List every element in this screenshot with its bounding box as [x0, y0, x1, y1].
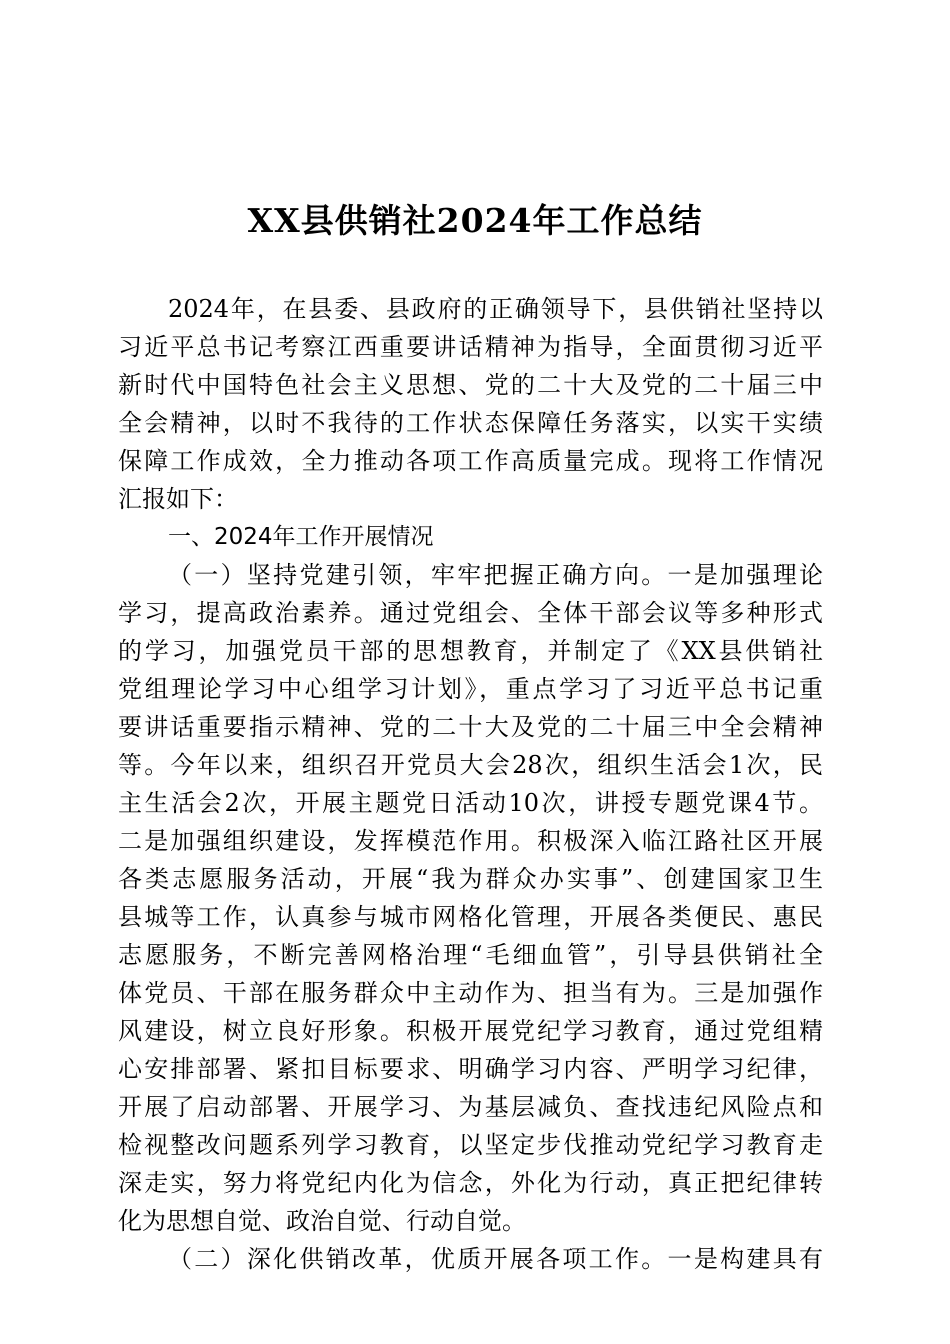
sub1-line-4: 党组理论学习中心组学习计划》，重点学习了习近平总书记重 [118, 675, 823, 703]
sub2-line-1: （二）深化供销改革，优质开展各项工作。一是构建具有 [168, 1245, 823, 1273]
sub1-line-10: 县城等工作，认真参与城市网格化管理，开展各类便民、惠民 [118, 903, 823, 931]
sub1-line-1: （一）坚持党建引领，牢牢把握正确方向。一是加强理论 [168, 561, 823, 589]
intro-line-4: 全会精神，以时不我待的工作状态保障任务落实，以实干实绩 [118, 409, 823, 437]
sub1-line-12: 体党员、干部在服务群众中主动作为、担当有为。三是加强作 [118, 979, 823, 1007]
sub1-line-6: 等。今年以来，组织召开党员大会28次，组织生活会1次，民 [118, 751, 823, 779]
sub1-line-9: 各类志愿服务活动，开展“我为群众办实事”、创建国家卫生 [118, 865, 823, 893]
intro-line-5: 保障工作成效，全力推动各项工作高质量完成。现将工作情况 [118, 447, 823, 475]
sub1-line-18: 化为思想自觉、政治自觉、行动自觉。 [118, 1207, 526, 1235]
sub1-line-3: 的学习，加强党员干部的思想教育，并制定了《XX县供销社 [118, 637, 823, 665]
sub1-line-13: 风建设，树立良好形象。积极开展党纪学习教育，通过党组精 [118, 1017, 823, 1045]
sub1-line-2: 学习，提高政治素养。通过党组会、全体干部会议等多种形式 [118, 599, 823, 627]
intro-line-2: 习近平总书记考察江西重要讲话精神为指导，全面贯彻习近平 [118, 333, 823, 361]
sub1-line-5: 要讲话重要指示精神、党的二十大及党的二十届三中全会精神 [118, 713, 823, 741]
sub1-line-7: 主生活会2次，开展主题党日活动10次，讲授专题党课4节。 [118, 789, 823, 817]
document-body [118, 290, 823, 1278]
sub1-line-14: 心安排部署、紧扣目标要求、明确学习内容、严明学习纪律， [118, 1055, 823, 1083]
sub1-line-17: 深走实，努力将党纪内化为信念，外化为行动，真正把纪律转 [118, 1169, 823, 1197]
document-title: XX县供销社2024年工作总结 [247, 201, 703, 240]
sub1-line-11: 志愿服务，不断完善网格治理“毛细血管”，引导县供销社全 [118, 941, 823, 969]
sub1-line-8: 二是加强组织建设，发挥模范作用。积极深入临江路社区开展 [118, 827, 823, 855]
intro-line-3: 新时代中国特色社会主义思想、党的二十大及党的二十届三中 [118, 371, 823, 399]
section-heading-1: 一、2024年工作开展情况 [168, 524, 434, 550]
intro-line-6: 汇报如下： [118, 485, 238, 513]
intro-line-1: 2024年，在县委、县政府的正确领导下，县供销社坚持以 [168, 295, 823, 323]
sub1-line-16: 检视整改问题系列学习教育，以坚定步伐推动党纪学习教育走 [118, 1131, 823, 1159]
sub1-line-15: 开展了启动部署、开展学习、为基层减负、查找违纪风险点和 [118, 1093, 823, 1121]
